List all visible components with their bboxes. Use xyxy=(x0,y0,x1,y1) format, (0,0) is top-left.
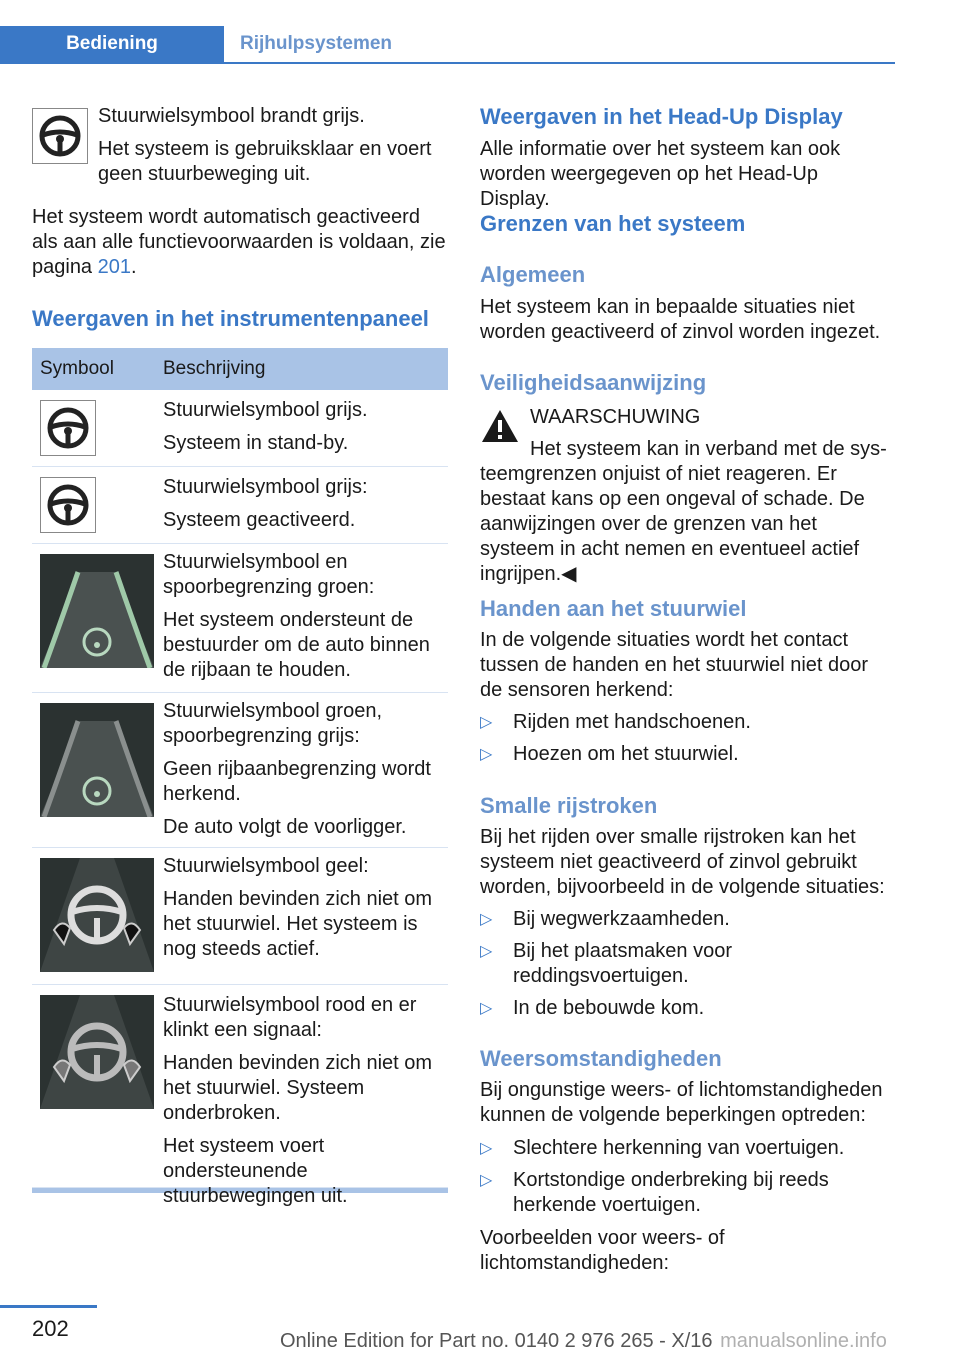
row5-line1: Stuurwielsymbool geel: xyxy=(163,855,369,877)
heading-veiligheid: Veiligheidsaanwijzing xyxy=(480,370,707,395)
table-row xyxy=(32,390,448,467)
bullet-triangle-icon: ▷ xyxy=(480,1172,493,1189)
page-link[interactable]: 201 xyxy=(97,256,131,278)
heading-smalle: Smalle rijstroken xyxy=(480,793,658,818)
list-item xyxy=(480,710,892,736)
list-item-text: Bij het plaatsmaken voor reddingsvoertuigen. xyxy=(513,940,733,987)
bullet-triangle-icon: ▷ xyxy=(480,943,493,960)
steering-wheel-grey-icon xyxy=(40,477,96,533)
row6-line1: Stuurwielsymbool rood en er klinkt een signaal: xyxy=(163,994,417,1041)
list-item xyxy=(480,907,892,933)
table-header xyxy=(32,348,448,390)
col-beschrijving: Beschrijving xyxy=(163,358,266,379)
col-symbool: Symbool xyxy=(40,358,114,379)
hands-off-yellow-image xyxy=(40,858,154,972)
row1-line1: Stuurwielsymbool grijs. xyxy=(163,399,368,421)
hands-off-red-image xyxy=(40,995,154,1109)
bullet-triangle-icon: ▷ xyxy=(480,911,493,928)
heading-instrumentenpaneel: Weergaven in het instrumentenpaneel xyxy=(32,306,429,331)
intro-line-1: Stuurwielsymbool brandt grijs. xyxy=(98,105,365,127)
handen-paragraph: In de volgende situaties wordt het contact tussen de handen en het stuurwiel niet door de sensoren herkend: xyxy=(480,629,869,701)
activation-text: Het systeem wordt automatisch geactiveerd als aan alle functievoorwaarden is voldaan, zie pagina xyxy=(32,206,446,278)
tab-rijhulpsystemen[interactable]: Rijhulpsystemen xyxy=(240,33,393,54)
warning-line1: Het systeem kan in verband met de sys- xyxy=(530,438,887,460)
edition-text: Online Edition for Part no. 0140 2 976 265 - X/16 xyxy=(280,1330,713,1352)
list-item xyxy=(480,1136,892,1162)
heading-hud: Weergaven in het Head-Up Display xyxy=(480,104,843,129)
table-row xyxy=(32,985,448,1207)
bullet-triangle-icon: ▷ xyxy=(480,714,493,731)
tab-bediening[interactable]: Bediening xyxy=(0,26,224,62)
footer-edition xyxy=(280,1330,887,1353)
row2-line2: Systeem geactiveerd. xyxy=(163,509,356,531)
list-item-text: Rijden met handschoenen. xyxy=(513,711,751,733)
list-item-text: Bij wegwerkzaamheden. xyxy=(513,908,730,930)
row2-line1: Stuurwielsymbool grijs: xyxy=(163,476,368,498)
heading-weer: Weersomstandigheden xyxy=(480,1046,722,1071)
warning-triangle-icon xyxy=(480,408,520,449)
row6-line3: Het systeem voert ondersteunende stuurbewegingen uit. xyxy=(163,1135,348,1207)
row4-line1: Stuurwielsymbool groen, spoorbegrenzing grijs: xyxy=(163,700,382,747)
list-item xyxy=(480,742,892,768)
list-item-text: Slechtere herkenning van voertuigen. xyxy=(513,1137,845,1159)
hud-paragraph: Alle informatie over het systeem kan ook worden weergegeven op het Head-Up Display. xyxy=(480,138,841,210)
lane-grey-image xyxy=(40,703,154,817)
bullet-triangle-icon: ▷ xyxy=(480,1140,493,1157)
algemeen-paragraph: Het systeem kan in bepaalde situaties niet worden geactiveerd of zinvol worden ingezet. xyxy=(480,296,881,343)
heading-grenzen: Grenzen van het systeem xyxy=(480,211,746,236)
bullet-triangle-icon: ▷ xyxy=(480,1000,493,1017)
intro-line-2: Het systeem is gebruiksklaar en voert geen stuurbeweging uit. xyxy=(98,138,432,185)
activation-suffix: . xyxy=(131,256,137,278)
list-item-text: In de bebouwde kom. xyxy=(513,997,705,1019)
row3-line2: Het systeem ondersteunt de bestuurder om de auto binnen de rijbaan te houden. xyxy=(163,609,430,681)
heading-algemeen: Algemeen xyxy=(480,262,586,287)
bullet-triangle-icon: ▷ xyxy=(480,746,493,763)
table-row xyxy=(32,848,448,985)
row4-line2: Geen rijbaanbegrenzing wordt herkend. xyxy=(163,758,431,805)
smalle-paragraph: Bij het rijden over smalle rijstroken kan het systeem niet geactiveerd of zinvol gebruikt worden, bijvoorbeeld in de volgende situaties: xyxy=(480,826,885,898)
warning-text: teemgrenzen onjuist of niet reageren. Er bestaat kans op een ongeval of schade. De aanwijzingen over de grenzen van het systeem in acht nemen en eventueel actief ingrijpen.◀ xyxy=(480,463,865,585)
heading-handen: Handen aan het stuurwiel xyxy=(480,596,747,621)
steering-wheel-grey-icon xyxy=(40,400,96,456)
footer-rule xyxy=(0,1305,97,1308)
row6-line2: Handen bevinden zich niet om het stuurwiel. Systeem onderbroken. xyxy=(163,1052,433,1124)
list-item xyxy=(480,939,892,991)
steering-wheel-icon xyxy=(32,108,88,164)
activation-paragraph xyxy=(32,205,448,280)
header-bar xyxy=(0,0,895,64)
page-number: 202 xyxy=(32,1316,69,1341)
row5-line2: Handen bevinden zich niet om het stuurwiel. Het systeem is nog steeds actief. xyxy=(163,888,433,960)
table-row xyxy=(32,467,448,544)
symbol-table xyxy=(32,348,448,1207)
list-item-text: Kortstondige onderbreking bij reeds herkende voertuigen. xyxy=(513,1169,829,1216)
weer-paragraph: Bij ongunstige weers- of lichtomstandigheden kunnen de volgende beperkingen optreden: xyxy=(480,1079,883,1126)
row3-line1: Stuurwielsymbool en spoorbegrenzing groen: xyxy=(163,551,375,598)
lane-green-image xyxy=(40,554,154,668)
watermark: manualsonline.info xyxy=(720,1330,887,1352)
voorbeelden-paragraph: Voorbeelden voor weers- of lichtomstandigheden: xyxy=(480,1227,725,1274)
row1-line2: Systeem in stand-by. xyxy=(163,432,349,454)
row4-line3: De auto volgt de voorligger. xyxy=(163,816,407,838)
warning-title: WAARSCHUWING xyxy=(530,406,701,428)
table-row xyxy=(32,544,448,693)
list-item xyxy=(480,1168,892,1220)
list-item xyxy=(480,996,892,1022)
table-row xyxy=(32,693,448,848)
list-item-text: Hoezen om het stuurwiel. xyxy=(513,743,739,765)
